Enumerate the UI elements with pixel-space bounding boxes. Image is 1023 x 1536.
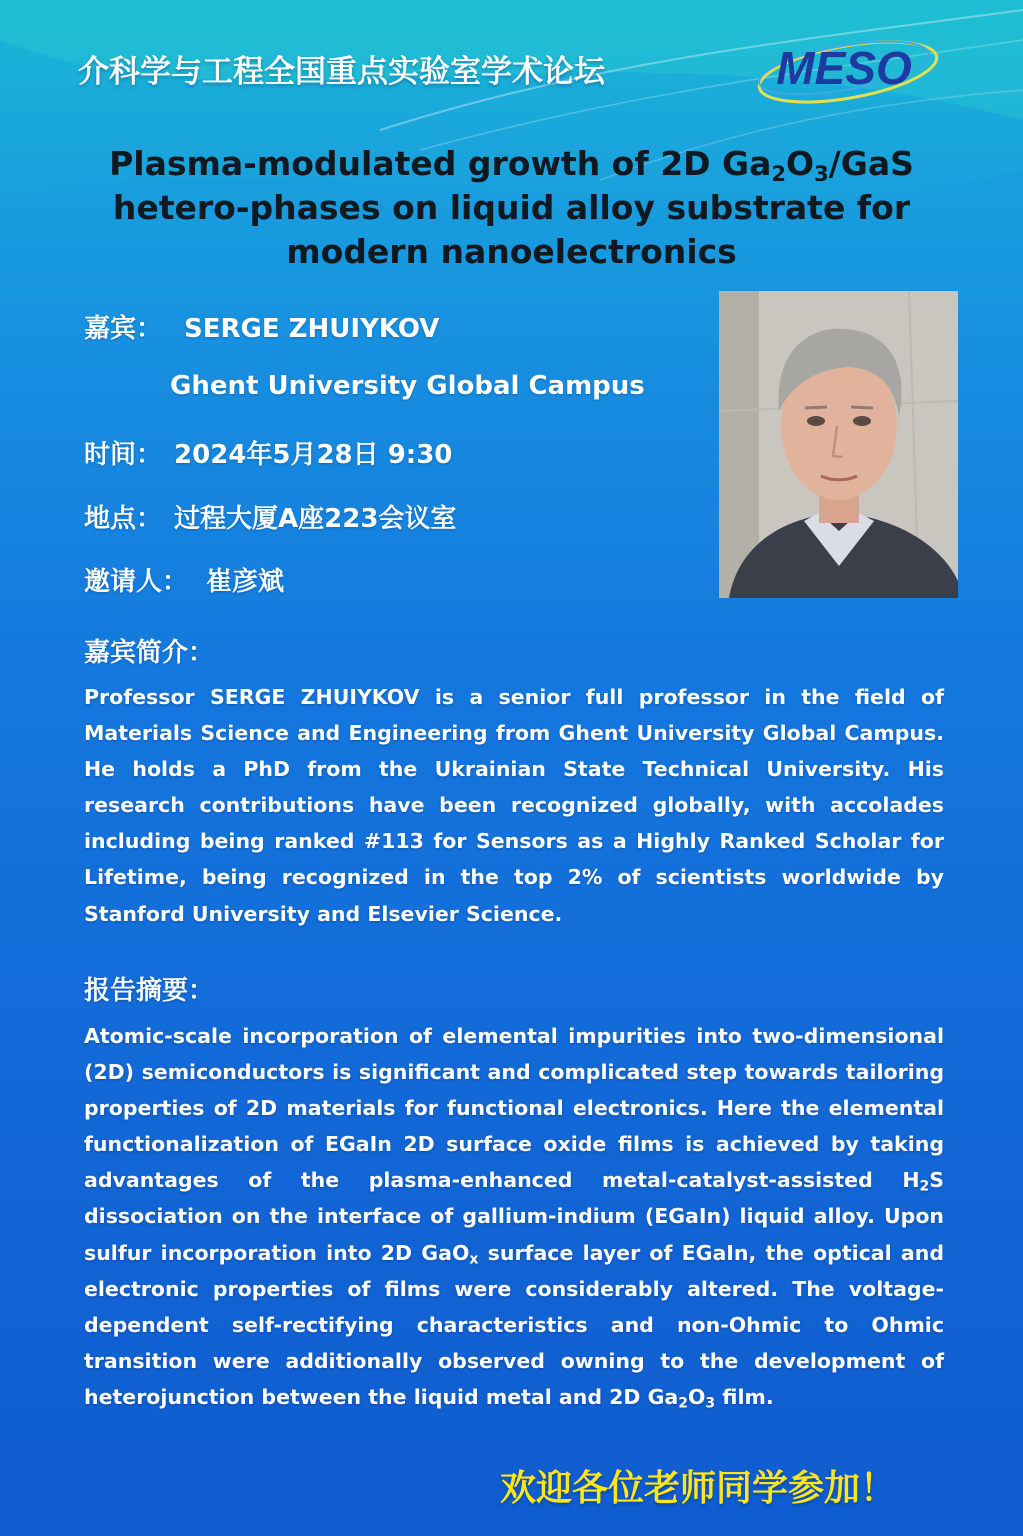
logo-text: MESO	[776, 42, 912, 94]
place-label: 地点：	[84, 504, 163, 534]
time-row	[84, 434, 452, 471]
bio-heading: 嘉宾简介：	[84, 638, 215, 668]
talk-title-line-1: Plasma-modulated growth of 2D $Ga_2O_3$/GaS	[109, 144, 914, 186]
place-value: 过程大厦A座223会议室	[174, 504, 457, 534]
meso-logo	[744, 28, 944, 114]
guest-label: 嘉宾：	[84, 314, 163, 344]
place-row	[84, 498, 456, 535]
talk-title-line-3: modern nanoelectronics	[286, 232, 737, 271]
inviter-row	[84, 561, 284, 598]
abstract-text: Atomic-scale incorporation of elemental impurities into two-dimensional (2D) semiconductors is significant and complicated step towards tailoring properties of 2D materials for functional electronics. Here the elemental functionalization of EGaIn 2D surface oxide films is achieved by taking advantages of the plasma-enhanced metal-catalyst-assisted $H_2S$ dissociation on the interface of gallium-indium (EGaIn) liquid alloy. Upon sulfur incorporation into 2D GaO$_x$ surface layer of EGaIn, the optical and electronic properties of films were considerably altered. The voltage-dependent self-rectifying characteristics and non-Ohmic to Ohmic transition were additionally observed owning to the development of heterojunction between the liquid metal and 2D $Ga_2O_3$ film.	[84, 1024, 944, 1412]
time-label: 时间：	[84, 440, 163, 470]
guest-row	[84, 308, 439, 345]
inviter-value: 崔彦斌	[206, 567, 285, 597]
inviter-label: 邀请人：	[84, 567, 189, 597]
guest-affiliation: Ghent University Global Campus	[170, 371, 645, 401]
talk-title-line-2: hetero-phases on liquid alloy substrate for	[112, 188, 911, 227]
welcome-message: 欢迎各位老师同学参加！	[500, 1468, 897, 1509]
guest-name: SERGE ZHUIYKOV	[184, 314, 440, 344]
time-value: 2024年5月28日 9:30	[174, 440, 453, 470]
forum-title: 介科学与工程全国重点实验室学术论坛	[78, 54, 605, 90]
speaker-photo	[719, 291, 958, 598]
abstract-heading: 报告摘要：	[84, 976, 215, 1006]
bio-text: Professor SERGE ZHUIYKOV is a senior full professor in the field of Materials Science and Engineering from Ghent University Global Campus. He holds a PhD from the Ukrainian State Technical University. His research contributions have been recognized globally, with accolades including being ranked #113 for Sensors as a Highly Ranked Scholar for Lifetime, being recognized in the top 2% of scientists worldwide by Stanford University and Elsevier Science.	[84, 685, 944, 926]
talk-title	[60, 142, 963, 274]
